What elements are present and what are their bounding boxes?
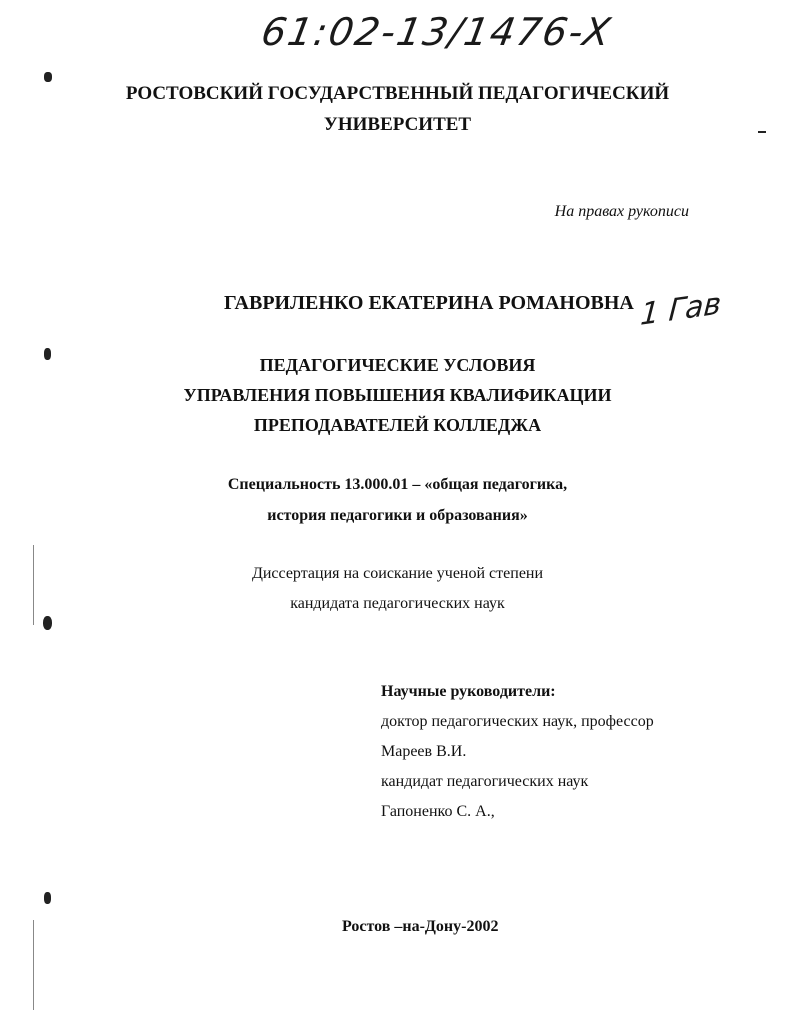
supervisors-heading: Научные руководители: (381, 683, 556, 700)
specialty-line-1: Специальность 13.000.01 – «общая педагогика, (227, 476, 568, 493)
institution-line-1: РОСТОВСКИЙ ГОСУДАРСТВЕННЫЙ ПЕДАГОГИЧЕСКИЙ (125, 83, 670, 104)
institution-line-2: УНИВЕРСИТЕТ (323, 114, 472, 135)
author-name: ГАВРИЛЕНКО ЕКАТЕРИНА РОМАНОВНА (224, 292, 634, 314)
catalog-stamp: 61:02-13/1476-X (258, 10, 616, 54)
supervisor-line: доктор педагогических наук, профессор (381, 713, 654, 730)
title-line-1: ПЕДАГОГИЧЕСКИЕ УСЛОВИЯ (259, 355, 536, 375)
specialty-line-2: история педагогики и образования» (267, 507, 528, 524)
title-line-3: ПРЕПОДАВАТЕЛЕЙ КОЛЛЕДЖА (253, 415, 542, 435)
author-signature: 1 Гав (639, 285, 723, 334)
scan-mark (33, 920, 34, 1010)
dissertation-line-2: кандидата педагогических наук (290, 595, 505, 612)
scan-mark (44, 72, 52, 82)
city-year: Ростов –на-Дону-2002 (342, 918, 499, 935)
supervisor-line: кандидат педагогических наук (381, 773, 589, 790)
scan-mark (43, 616, 52, 630)
dissertation-line-1: Диссертация на соискание ученой степени (251, 565, 544, 582)
supervisor-line: Гапоненко С. А., (381, 803, 495, 820)
supervisor-line: Мареев В.И. (381, 743, 467, 760)
title-line-2: УПРАВЛЕНИЯ ПОВЫШЕНИЯ КВАЛИФИКАЦИИ (183, 385, 612, 405)
manuscript-note: На правах рукописи (554, 203, 689, 220)
scan-mark (44, 892, 51, 904)
scan-mark (33, 545, 34, 625)
